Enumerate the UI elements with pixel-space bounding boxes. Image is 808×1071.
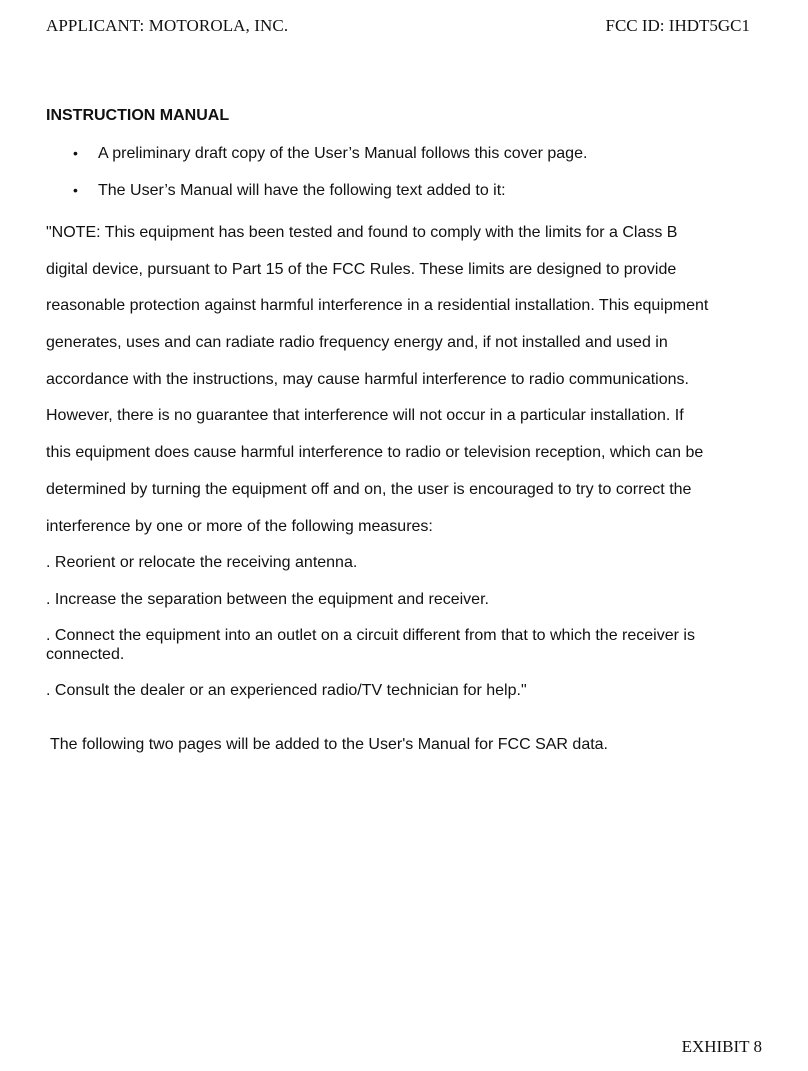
measure-item: . Connect the equipment into an outlet on a circuit different from that to which the receiver is connected. <box>46 627 695 663</box>
note-line: determined by turning the equipment off and on, the user is encouraged to try to correct the <box>46 480 692 498</box>
applicant-header: APPLICANT: MOTOROLA, INC. <box>46 16 289 35</box>
note-line: digital device, pursuant to Part 15 of the FCC Rules. These limits are designed to provide <box>46 260 677 278</box>
bullet-item <box>73 182 506 200</box>
note-line: this equipment does cause harmful interference to radio or television reception, which can be <box>46 444 704 462</box>
note-line: interference by one or more of the following measures: <box>46 517 433 535</box>
section-title: INSTRUCTION MANUAL <box>46 107 230 124</box>
closing-statement: The following two pages will be added to the User's Manual for FCC SAR data. <box>50 736 608 753</box>
bullet-text: A preliminary draft copy of the User’s Manual follows this cover page. <box>98 145 588 162</box>
measure-item: . Reorient or relocate the receiving antenna. <box>46 554 358 571</box>
measure-item: . Consult the dealer or an experienced radio/TV technician for help." <box>46 682 527 699</box>
note-line: "NOTE: This equipment has been tested and found to comply with the limits for a Class B <box>46 224 678 241</box>
note-line: accordance with the instructions, may cause harmful interference to radio communications. <box>46 370 689 388</box>
note-line: generates, uses and can radiate radio frequency energy and, if not installed and used in <box>46 334 668 352</box>
note-line: However, there is no guarantee that interference will not occur in a particular installation. If <box>46 407 684 425</box>
bullet-item <box>73 145 587 163</box>
measure-item: . Increase the separation between the equipment and receiver. <box>46 591 489 608</box>
fcc-note-paragraph <box>46 223 736 553</box>
exhibit-label: EXHIBIT 8 <box>681 1037 762 1056</box>
bullet-text: The User’s Manual will have the following text added to it: <box>98 182 506 199</box>
bullet-symbol: • <box>73 182 78 198</box>
note-line: reasonable protection against harmful interference in a residential installation. This equipment <box>46 297 709 315</box>
bullet-symbol: • <box>73 145 78 161</box>
fcc-id-header: FCC ID: IHDT5GC1 <box>605 16 750 35</box>
